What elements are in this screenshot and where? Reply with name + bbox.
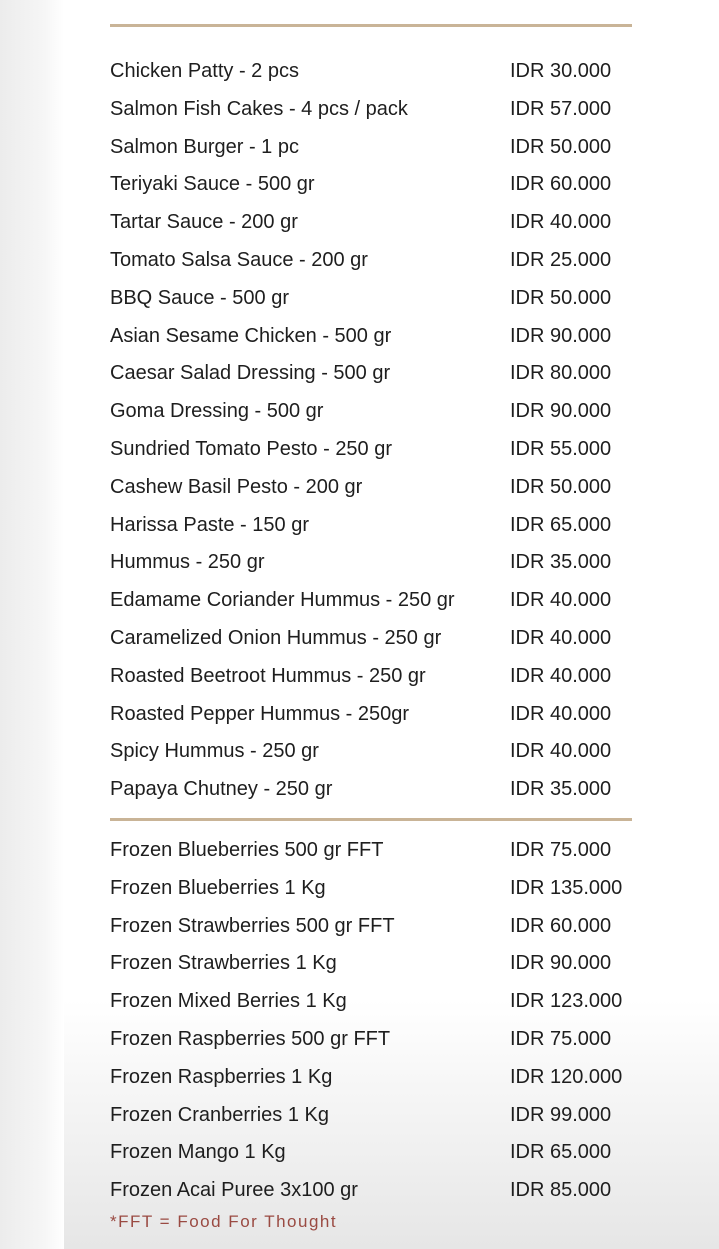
item-name: Frozen Strawberries 500 gr FFT: [110, 914, 395, 937]
item-name: Frozen Blueberries 500 gr FFT: [110, 839, 384, 861]
item-name: Frozen Mixed Berries 1 Kg: [110, 990, 347, 1013]
item-price: IDR 35.000: [510, 551, 612, 574]
item-name: Frozen Mango 1 Kg: [110, 1141, 286, 1164]
list-item: [110, 582, 670, 620]
item-name: Teriyaki Sauce - 500 gr: [110, 173, 315, 196]
list-item: [110, 983, 670, 1021]
item-price: IDR 120.000: [510, 1065, 623, 1088]
item-name: Harissa Paste - 150 gr: [110, 513, 309, 536]
list-item: [110, 280, 670, 318]
item-name: Roasted Pepper Hummus - 250gr: [110, 702, 410, 725]
item-name: Asian Sesame Chicken - 500 gr: [110, 324, 392, 347]
item-price: IDR 40.000: [510, 740, 612, 763]
item-name: BBQ Sauce - 500 gr: [110, 286, 289, 309]
item-price: IDR 50.000: [510, 286, 612, 309]
item-name: Spicy Hummus - 250 gr: [110, 740, 319, 763]
list-item: [110, 318, 670, 356]
list-item: [110, 1021, 670, 1059]
item-price: IDR 90.000: [510, 324, 612, 347]
item-price: IDR 60.000: [510, 914, 612, 937]
list-item: [110, 832, 670, 870]
item-name: Caramelized Onion Hummus - 250 gr: [110, 626, 442, 649]
item-price: IDR 50.000: [510, 135, 612, 158]
item-price: IDR 85.000: [510, 1179, 612, 1202]
item-price: IDR 57.000: [510, 97, 612, 120]
item-price: IDR 50.000: [510, 475, 612, 498]
item-price: IDR 80.000: [510, 362, 612, 385]
list-item: [110, 620, 670, 658]
item-price: IDR 75.000: [510, 839, 612, 861]
page-edge: [0, 0, 64, 1249]
item-name: Frozen Acai Puree 3x100 gr: [110, 1179, 358, 1202]
list-item: [110, 908, 670, 946]
item-price: IDR 90.000: [510, 952, 612, 975]
top-divider: [110, 24, 632, 27]
item-price: IDR 65.000: [510, 1141, 612, 1164]
footnote: *FFT = Food For Thought: [110, 1212, 338, 1231]
item-name: Frozen Strawberries 1 Kg: [110, 952, 337, 975]
list-item: [110, 1097, 670, 1135]
item-name: Cashew Basil Pesto - 200 gr: [110, 475, 363, 498]
list-item: [110, 204, 670, 242]
item-name: Salmon Fish Cakes - 4 pcs / pack: [110, 97, 408, 120]
item-price: IDR 40.000: [510, 589, 612, 612]
list-item: [110, 355, 670, 393]
item-price: IDR 75.000: [510, 1027, 612, 1050]
list-item: [110, 393, 670, 431]
item-name: Salmon Burger - 1 pc: [110, 135, 299, 158]
item-price: IDR 40.000: [510, 664, 612, 687]
list-item: [110, 91, 670, 129]
list-item: [110, 469, 670, 507]
item-price: IDR 99.000: [510, 1103, 612, 1126]
item-name: Roasted Beetroot Hummus - 250 gr: [110, 664, 426, 687]
price-list-frozen-fruits: [110, 832, 670, 1210]
item-name: Hummus - 250 gr: [110, 551, 265, 574]
item-price: IDR 55.000: [510, 437, 612, 460]
section-divider: [110, 818, 632, 821]
item-name: Sundried Tomato Pesto - 250 gr: [110, 437, 393, 460]
item-price: IDR 40.000: [510, 211, 612, 234]
item-price: IDR 60.000: [510, 173, 612, 196]
item-name: Goma Dressing - 500 gr: [110, 400, 324, 423]
item-price: IDR 90.000: [510, 400, 612, 423]
item-name: Edamame Coriander Hummus - 250 gr: [110, 589, 455, 612]
item-price: IDR 40.000: [510, 626, 612, 649]
list-item: [110, 544, 670, 582]
list-item: [110, 431, 670, 469]
list-item: [110, 658, 670, 696]
item-price: IDR 123.000: [510, 990, 623, 1013]
list-item: [110, 129, 670, 167]
list-item: [110, 1059, 670, 1097]
price-list-prepared-foods: [110, 53, 670, 809]
list-item: [110, 771, 670, 809]
item-price: IDR 30.000: [510, 60, 612, 82]
item-name: Tartar Sauce - 200 gr: [110, 211, 298, 234]
item-price: IDR 40.000: [510, 702, 612, 725]
item-name: Tomato Salsa Sauce - 200 gr: [110, 248, 368, 271]
list-item: [110, 507, 670, 545]
item-name: Frozen Blueberries 1 Kg: [110, 876, 326, 899]
item-price: IDR 35.000: [510, 778, 612, 801]
item-price: IDR 65.000: [510, 513, 612, 536]
list-item: [110, 166, 670, 204]
item-name: Caesar Salad Dressing - 500 gr: [110, 362, 391, 385]
item-price: IDR 135.000: [510, 876, 623, 899]
item-name: Frozen Cranberries 1 Kg: [110, 1103, 329, 1126]
item-name: Chicken Patty - 2 pcs: [110, 60, 299, 82]
list-item: [110, 696, 670, 734]
list-item: [110, 242, 670, 280]
list-item: [110, 53, 670, 91]
item-name: Papaya Chutney - 250 gr: [110, 778, 333, 801]
list-item: [110, 1134, 670, 1172]
list-item: [110, 733, 670, 771]
list-item: [110, 870, 670, 908]
item-price: IDR 25.000: [510, 248, 612, 271]
list-item: [110, 1172, 670, 1210]
list-item: [110, 945, 670, 983]
item-name: Frozen Raspberries 1 Kg: [110, 1065, 333, 1088]
item-name: Frozen Raspberries 500 gr FFT: [110, 1027, 391, 1050]
